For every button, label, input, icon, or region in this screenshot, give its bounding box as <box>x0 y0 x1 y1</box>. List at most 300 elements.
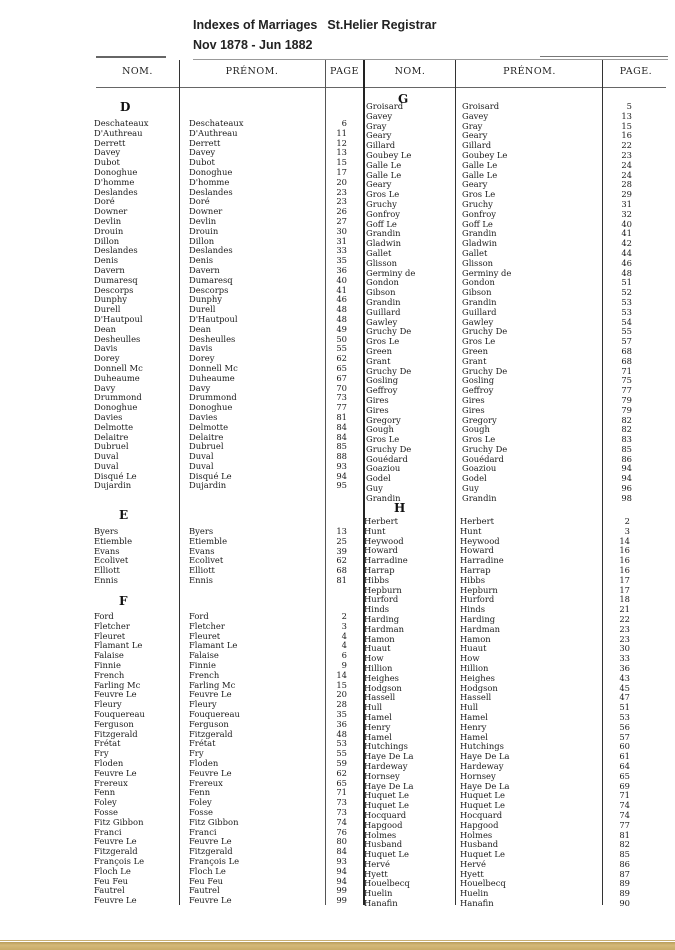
surname: Groisard <box>366 101 404 111</box>
col-divider-1 <box>179 60 180 905</box>
page-number: 49 <box>336 323 347 334</box>
page-number: 81 <box>619 829 630 840</box>
given-names: D'Hautpoul <box>189 313 238 324</box>
surname: Ford <box>94 611 114 621</box>
surname: Denis <box>94 255 119 266</box>
surname: Drouin <box>94 225 124 236</box>
surname: Hibbs <box>364 574 390 585</box>
surname: Finnie <box>94 659 121 670</box>
given-names: Grandin <box>462 492 497 503</box>
given-names: Huelin <box>460 888 489 899</box>
col-divider-2 <box>325 60 326 905</box>
given-names: Harrap <box>460 564 491 575</box>
page-number: 4 <box>341 630 347 641</box>
given-names: Desheulles <box>189 333 236 344</box>
given-names: Gondon <box>462 277 495 288</box>
given-names: Guy <box>462 483 479 494</box>
page-number: 23 <box>619 633 630 644</box>
surname: Dubot <box>94 157 120 168</box>
given-names: Duval <box>189 451 214 462</box>
page-number: 12 <box>336 137 347 148</box>
page-number: 76 <box>336 826 347 837</box>
surname: Geary <box>366 130 392 141</box>
surname: Holmes <box>364 829 397 840</box>
surname: Derrett <box>94 137 126 148</box>
given-names: Devlin <box>189 215 217 226</box>
given-names: Goaziou <box>462 463 497 474</box>
surname: Dujardin <box>94 480 132 491</box>
surname: Geffroy <box>366 385 398 396</box>
page-number: 81 <box>336 574 347 585</box>
given-names: Farling Mc <box>189 679 236 690</box>
page-number: 95 <box>336 480 347 491</box>
surname: Dillon <box>94 235 120 246</box>
given-names: French <box>189 669 220 680</box>
page-number: 3 <box>341 620 347 631</box>
page-number: 9 <box>341 659 347 670</box>
surname: Goff Le <box>366 218 397 229</box>
top-rule-right <box>540 56 668 57</box>
page-number: 2 <box>624 516 630 526</box>
surname: Huquet Le <box>364 849 409 860</box>
given-names: Gregory <box>462 414 497 425</box>
given-names: Drouin <box>189 225 219 236</box>
surname: Harradine <box>364 555 408 566</box>
given-names: Huquet Le <box>460 800 505 811</box>
date-range: Nov 1878 - Jun 1882 <box>193 38 313 52</box>
page-number: 65 <box>619 770 630 781</box>
surname: Gavey <box>366 110 393 121</box>
given-names: Hillion <box>460 662 489 673</box>
given-names: Fosse <box>189 806 213 817</box>
given-names: Heighes <box>460 672 495 683</box>
page-number: 41 <box>336 284 347 295</box>
surname: Gros Le <box>366 336 400 347</box>
header-nom-right: NOM. <box>394 66 426 77</box>
given-names: Dujardin <box>189 480 227 491</box>
surname: Harding <box>364 613 400 624</box>
surname: Davy <box>94 382 116 393</box>
surname: Gruchy <box>366 198 397 209</box>
surname: Etiemble <box>94 535 133 546</box>
page-number: 84 <box>336 431 347 442</box>
page-number: 31 <box>336 235 347 246</box>
page-number: 98 <box>621 492 632 503</box>
given-names: Goubey Le <box>462 149 508 160</box>
surname: Duheaume <box>94 372 140 383</box>
surname: Dubruel <box>94 441 129 452</box>
surname: Feuvre Le <box>94 689 137 700</box>
page-number: 86 <box>619 858 630 869</box>
given-names: Grandin <box>462 296 497 307</box>
page-number: 26 <box>336 206 347 217</box>
page-number: 17 <box>336 166 347 177</box>
page-number: 16 <box>619 545 630 556</box>
page-number: 24 <box>621 159 632 170</box>
surname: Gros Le <box>366 189 400 200</box>
page-number: 22 <box>621 140 632 151</box>
page-number: 23 <box>621 149 632 160</box>
given-names: Dillon <box>189 235 215 246</box>
given-names: Davies <box>189 411 218 422</box>
page-number: 88 <box>336 451 347 462</box>
given-names: Fitzgerald <box>189 728 233 739</box>
surname: Gruchy De <box>366 326 412 337</box>
surname: Goaziou <box>366 463 401 474</box>
page-number: 55 <box>621 326 632 337</box>
given-names: Delaitre <box>189 431 224 442</box>
given-names: Gibson <box>462 287 492 298</box>
given-names: Descorps <box>189 284 229 295</box>
given-names: Hanafin <box>460 898 494 909</box>
given-names: Gires <box>462 404 485 415</box>
page-number: 13 <box>621 110 632 121</box>
given-names: D'Authreau <box>189 127 238 138</box>
page-number: 54 <box>621 316 632 327</box>
surname: Gouédard <box>366 453 408 464</box>
given-names: Hurford <box>460 594 495 605</box>
page-number: 43 <box>619 672 630 683</box>
surname: Doré <box>94 196 115 207</box>
given-names: Gawley <box>462 316 494 327</box>
page-number: 28 <box>621 179 632 190</box>
surname: Guillard <box>366 306 401 317</box>
given-names: Dubot <box>189 157 215 168</box>
given-names: Gough <box>462 424 490 435</box>
surname: Foley <box>94 797 117 808</box>
page-number: 81 <box>336 411 347 422</box>
surname: Hocquard <box>364 809 407 820</box>
surname: Hardman <box>364 623 404 634</box>
given-names: Glisson <box>462 257 494 268</box>
given-names: Gray <box>462 120 483 131</box>
given-names: Hyett <box>460 868 484 879</box>
surname: Davey <box>94 147 121 158</box>
surname: Ferguson <box>94 718 134 729</box>
given-names: Floch Le <box>189 865 226 876</box>
page-number: 90 <box>619 898 630 909</box>
surname: D'Authreau <box>94 127 143 138</box>
page-number: 23 <box>336 196 347 207</box>
page-number: 59 <box>336 757 347 768</box>
given-names: Groisard <box>462 101 500 111</box>
surname: Ennis <box>94 574 118 585</box>
page-number: 85 <box>336 441 347 452</box>
given-names: Gonfroy <box>462 208 497 219</box>
surname: Hamon <box>364 633 395 644</box>
given-names: Hamel <box>460 711 488 722</box>
page-bottom-border <box>0 942 675 950</box>
surname: Huaut <box>364 643 391 654</box>
surname: Duval <box>94 460 119 471</box>
given-names: Gros Le <box>462 336 496 347</box>
page-number: 53 <box>336 738 347 749</box>
surname: Guy <box>366 483 383 494</box>
page-number: 23 <box>619 623 630 634</box>
page-number: 27 <box>336 215 347 226</box>
given-names: Galle Le <box>462 169 498 180</box>
given-names: Hardman <box>460 623 500 634</box>
given-names: Gladwin <box>462 238 497 249</box>
surname: Hunt <box>364 525 386 536</box>
page-number: 16 <box>619 555 630 566</box>
given-names: Duheaume <box>189 372 235 383</box>
surname: Godel <box>366 473 391 484</box>
page-number: 99 <box>336 885 347 896</box>
given-names: Duval <box>189 460 214 471</box>
surname: Hepburn <box>364 584 402 595</box>
given-names: Disqué Le <box>189 470 232 481</box>
page-number: 71 <box>619 790 630 801</box>
surname: Downer <box>94 206 128 217</box>
given-names: Finnie <box>189 659 216 670</box>
surname: Houelbecq <box>364 878 410 889</box>
surname: Dorey <box>94 353 120 364</box>
surname: Elliott <box>94 565 120 576</box>
page-number: 2 <box>341 611 347 621</box>
given-names: Galle Le <box>462 159 498 170</box>
surname: Hardeway <box>364 760 408 771</box>
given-names: Hocquard <box>460 809 503 820</box>
surname: Deslandes <box>94 186 138 197</box>
given-names: Donoghue <box>189 402 233 413</box>
page-number: 30 <box>619 643 630 654</box>
page-number: 55 <box>336 343 347 354</box>
surname: Gough <box>366 424 394 435</box>
page-number: 14 <box>336 669 347 680</box>
page-number: 75 <box>621 375 632 386</box>
surname: Frétat <box>94 738 121 749</box>
given-names: Feuvre Le <box>189 895 232 906</box>
page-number: 17 <box>619 574 630 585</box>
surname: French <box>94 669 125 680</box>
surname: Galle Le <box>366 159 402 170</box>
given-names: Huquet Le <box>460 849 505 860</box>
surname: Deschateaux <box>94 118 149 128</box>
given-names: Elliott <box>189 565 215 576</box>
page-number: 84 <box>336 846 347 857</box>
page-number: 53 <box>621 296 632 307</box>
surname: Falaise <box>94 650 124 661</box>
given-names: Etiemble <box>189 535 228 546</box>
page-number: 15 <box>336 679 347 690</box>
surname: Fleuret <box>94 630 126 641</box>
given-names: Harradine <box>460 555 504 566</box>
header-page-left: PAGE <box>330 66 359 77</box>
page-number: 3 <box>624 525 630 536</box>
surname: Deslandes <box>94 245 138 256</box>
page-number: 89 <box>619 888 630 899</box>
surname: Hornsey <box>364 770 400 781</box>
given-names: Falaise <box>189 650 219 661</box>
page-number: 68 <box>621 355 632 366</box>
page-number: 87 <box>619 868 630 879</box>
given-names: Geary <box>462 130 488 141</box>
surname: Drummond <box>94 392 142 403</box>
surname: Hodgson <box>364 682 402 693</box>
page-number: 83 <box>621 434 632 445</box>
given-names: Davis <box>189 343 213 354</box>
section-letter-h: H <box>394 501 406 515</box>
page-number: 53 <box>621 306 632 317</box>
given-names: Heywood <box>460 535 500 546</box>
surname: Hapgood <box>364 819 403 830</box>
given-names: Gouédard <box>462 453 504 464</box>
surname: Howard <box>364 545 398 556</box>
surname: Delmotte <box>94 421 134 432</box>
page-number: 39 <box>336 545 347 556</box>
page-number: 85 <box>621 443 632 454</box>
page-number: 5 <box>626 101 632 111</box>
surname: Grandin <box>366 296 401 307</box>
page-number: 65 <box>336 777 347 788</box>
surname: Fautrel <box>94 885 125 896</box>
surname: Grandin <box>366 492 401 503</box>
surname: Haye De La <box>364 780 414 791</box>
page-number: 74 <box>619 800 630 811</box>
col-divider-5 <box>602 60 603 905</box>
given-names: How <box>460 653 480 664</box>
surname: Husband <box>364 839 403 850</box>
given-names: Floden <box>189 757 219 768</box>
page-number: 68 <box>621 345 632 356</box>
page-number: 35 <box>336 255 347 266</box>
page-number: 55 <box>336 748 347 759</box>
given-names: Hunt <box>460 525 482 536</box>
page-number: 15 <box>336 157 347 168</box>
given-names: Fitz Gibbon <box>189 816 239 827</box>
given-names: Gosling <box>462 375 495 386</box>
given-names: Hamel <box>460 731 488 742</box>
page-number: 56 <box>619 721 630 732</box>
surname: Heighes <box>364 672 399 683</box>
given-names: Ennis <box>189 574 213 585</box>
given-names: Fouquereau <box>189 708 240 719</box>
surname: Geary <box>366 179 392 190</box>
given-names: Feuvre Le <box>189 689 232 700</box>
given-names: Gallet <box>462 247 488 258</box>
surname: Gibson <box>366 287 396 298</box>
page-number: 45 <box>619 682 630 693</box>
top-rule-left <box>96 56 166 58</box>
surname: Gros Le <box>366 434 400 445</box>
surname: Fouquereau <box>94 708 145 719</box>
page-number: 73 <box>336 392 347 403</box>
surname: Henry <box>364 721 391 732</box>
surname: Germiny de <box>366 267 416 278</box>
given-names: Durell <box>189 304 216 315</box>
surname: Devlin <box>94 215 122 226</box>
page-number: 47 <box>619 692 630 703</box>
page-number: 70 <box>336 382 347 393</box>
given-names: Feu Feu <box>189 875 224 886</box>
page-number: 48 <box>336 728 347 739</box>
surname: Hyett <box>364 868 388 879</box>
surname: Donoghue <box>94 166 138 177</box>
given-names: Harding <box>460 613 496 624</box>
page-number: 93 <box>336 855 347 866</box>
given-names: Hinds <box>460 604 486 615</box>
given-names: Dunphy <box>189 294 222 305</box>
given-names: Feuvre Le <box>189 767 232 778</box>
registrar-name: St.Helier Registrar <box>327 18 437 32</box>
surname: Frereux <box>94 777 128 788</box>
given-names: Byers <box>189 526 214 536</box>
surname: Hamel <box>364 731 392 742</box>
page-number: 48 <box>336 304 347 315</box>
col-divider-4 <box>455 60 456 905</box>
page-number: 42 <box>621 238 632 249</box>
page-number: 71 <box>621 365 632 376</box>
surname: Hanafin <box>364 898 398 909</box>
surname: Gosling <box>366 375 399 386</box>
surname: Fitzgerald <box>94 846 138 857</box>
surname: Gawley <box>366 316 398 327</box>
given-names: Denis <box>189 255 214 266</box>
section-letter-f: F <box>119 594 128 608</box>
page-number: 79 <box>621 394 632 405</box>
given-names: Haye De La <box>460 751 510 762</box>
surname: Feuvre Le <box>94 836 137 847</box>
surname: Byers <box>94 526 119 536</box>
page-number: 53 <box>619 711 630 722</box>
given-names: Hardeway <box>460 760 504 771</box>
page-number: 94 <box>621 473 632 484</box>
page-number: 32 <box>621 208 632 219</box>
page-number: 6 <box>341 118 347 128</box>
page-number: 89 <box>619 878 630 889</box>
header-nom-left: NOM. <box>122 66 153 77</box>
page-number: 74 <box>336 816 347 827</box>
given-names: Hodgson <box>460 682 498 693</box>
page-number: 67 <box>336 372 347 383</box>
page-number: 20 <box>336 689 347 700</box>
page-number: 62 <box>336 353 347 364</box>
surname: Gonfroy <box>366 208 401 219</box>
given-names: Herbert <box>460 516 494 526</box>
given-names: Drummond <box>189 392 237 403</box>
surname: Gray <box>366 120 387 131</box>
surname: Hutchings <box>364 741 408 752</box>
given-names: Deslandes <box>189 245 233 256</box>
given-names: Hepburn <box>460 584 498 595</box>
page-number: 82 <box>621 424 632 435</box>
given-names: Foley <box>189 797 212 808</box>
page-number: 25 <box>336 535 347 546</box>
page-number: 73 <box>336 806 347 817</box>
surname: Hillion <box>364 662 393 673</box>
page-number: 22 <box>619 613 630 624</box>
page-number: 50 <box>336 333 347 344</box>
given-names: Henry <box>460 721 487 732</box>
surname: Grant <box>366 355 391 366</box>
given-names: Downer <box>189 206 223 217</box>
surname: Davern <box>94 264 125 275</box>
given-names: Germiny de <box>462 267 512 278</box>
page-number: 57 <box>619 731 630 742</box>
given-names: Fautrel <box>189 885 220 896</box>
surname: Goubey Le <box>366 149 412 160</box>
page-number: 41 <box>621 228 632 239</box>
given-names: Davy <box>189 382 211 393</box>
given-names: Grandin <box>462 228 497 239</box>
surname: Floden <box>94 757 124 768</box>
given-names: Huquet Le <box>460 790 505 801</box>
surname: Herbert <box>364 516 398 526</box>
surname: Floch Le <box>94 865 131 876</box>
given-names: Gavey <box>462 110 489 121</box>
surname: Huquet Le <box>364 800 409 811</box>
